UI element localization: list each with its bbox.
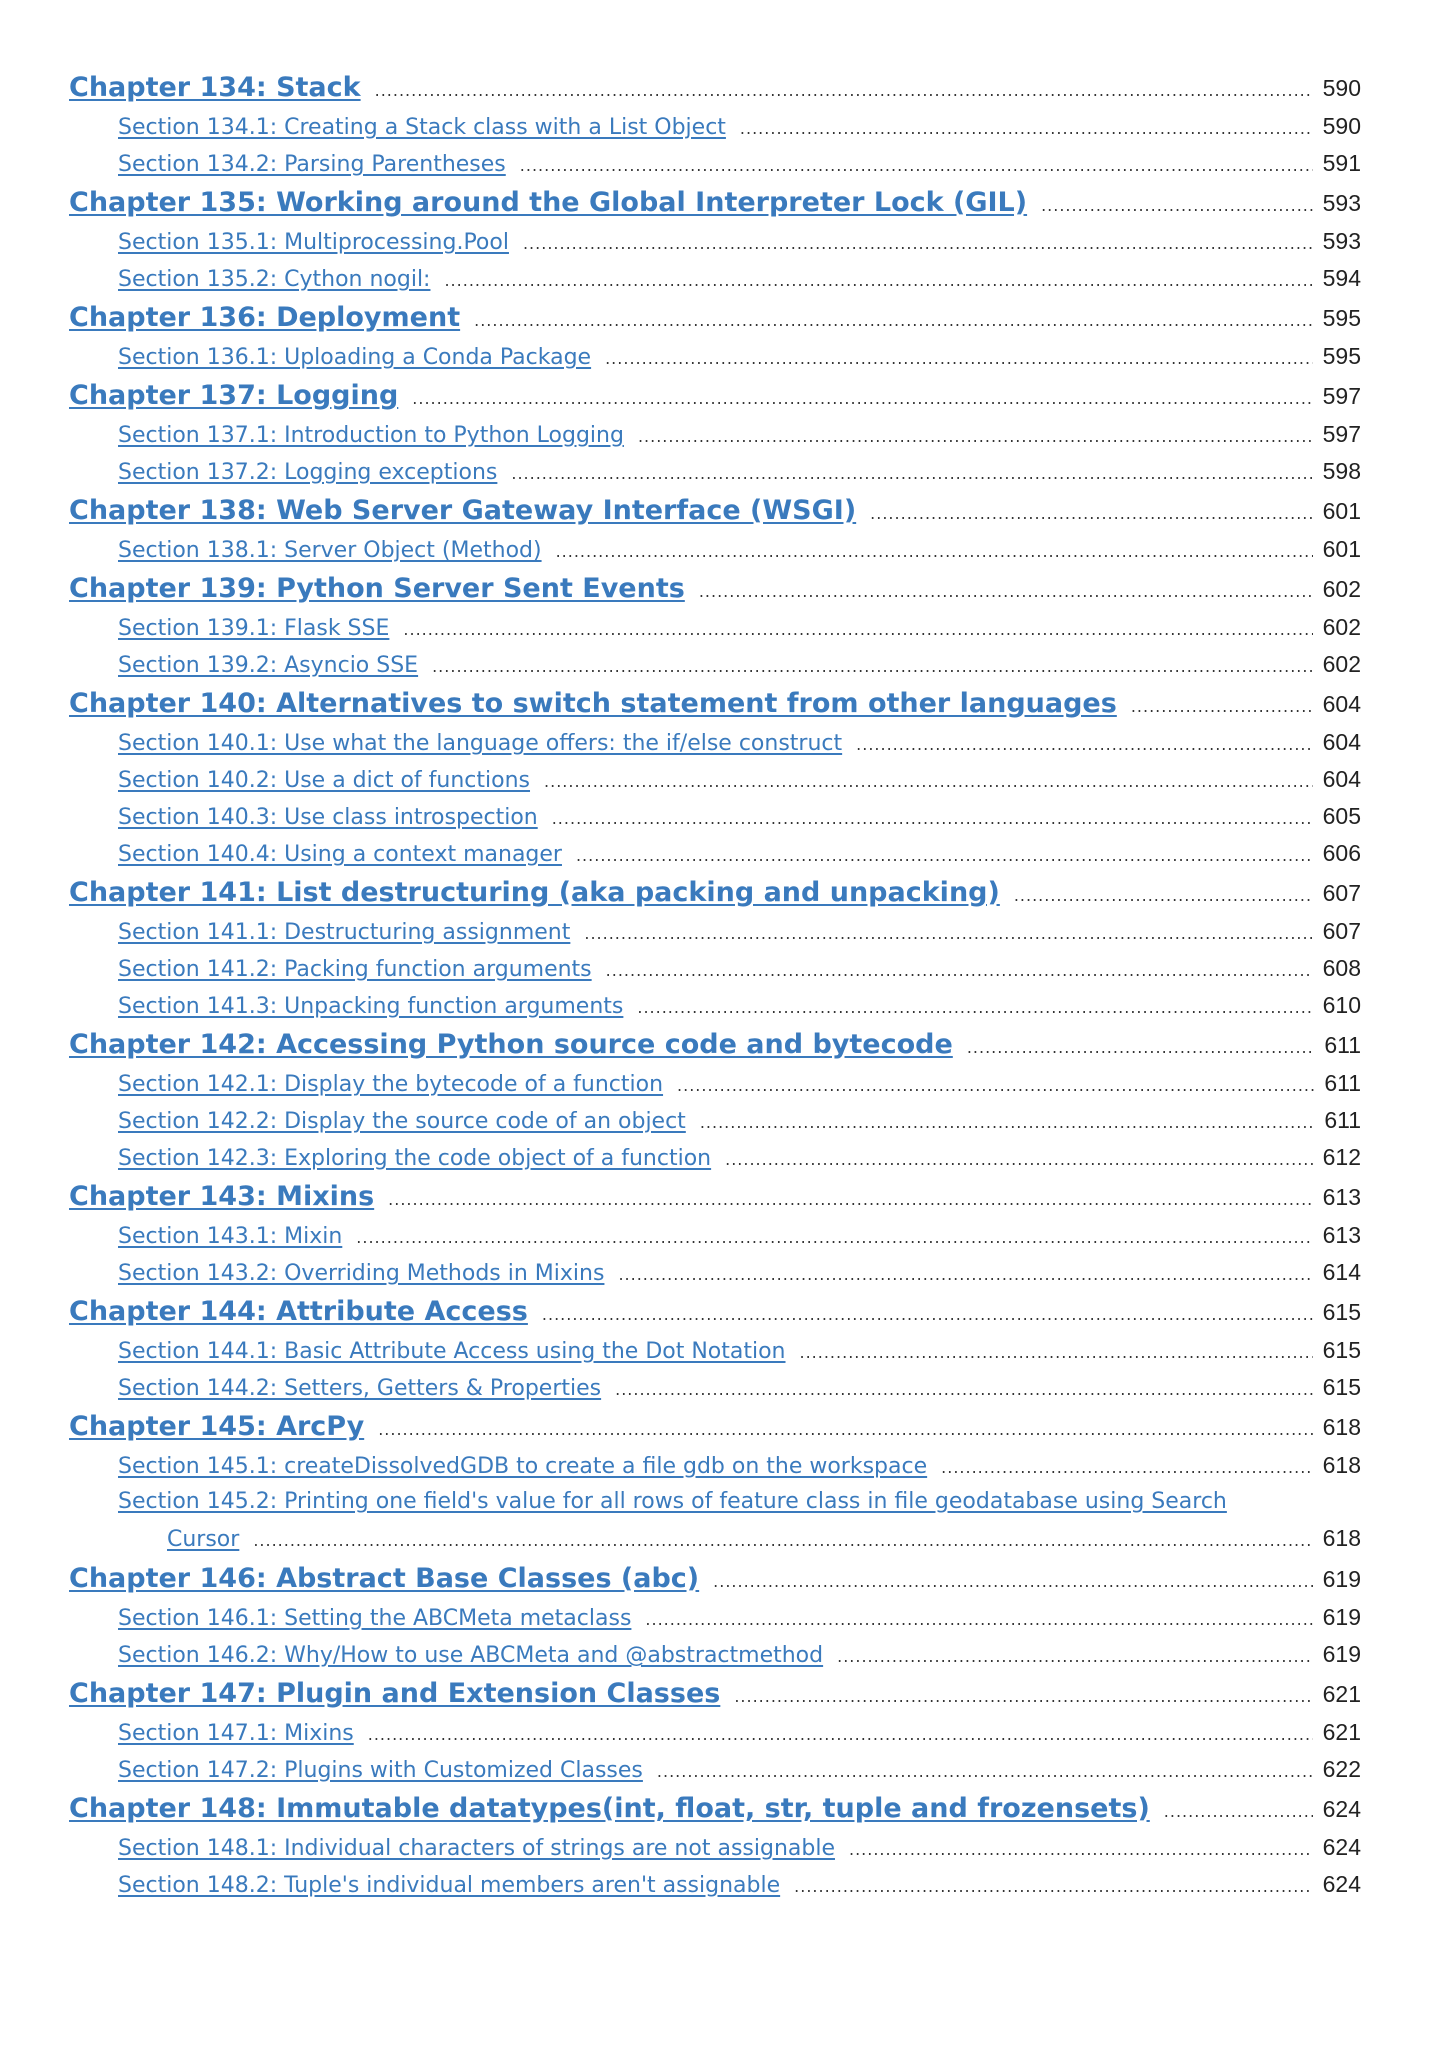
dot-leader <box>713 1572 1312 1591</box>
dot-leader <box>378 1420 1312 1439</box>
page-number: 622 <box>1322 1756 1361 1782</box>
dot-leader <box>444 271 1312 290</box>
page-number: 590 <box>1322 75 1361 101</box>
dot-leader <box>1014 886 1313 905</box>
page-number: 618 <box>1322 1452 1361 1478</box>
chapter-link[interactable] <box>69 1563 1361 1604</box>
section-title: Section 146.2: Why/How to use ABCMeta and @abstractmethod <box>118 1643 824 1668</box>
page-number: 618 <box>1322 1414 1361 1440</box>
page-number: 624 <box>1322 1871 1361 1897</box>
page-number: 601 <box>1322 536 1361 562</box>
dot-leader <box>520 156 1313 175</box>
dot-leader <box>375 81 1313 100</box>
section-title: Section 138.1: Server Object (Method) <box>118 538 542 563</box>
chapter-link[interactable] <box>69 1181 1361 1222</box>
chapter-title: Chapter 146: Abstract Base Classes (abc) <box>69 1563 700 1594</box>
dot-leader <box>645 1610 1312 1629</box>
dot-leader <box>794 1877 1312 1896</box>
section-link[interactable] <box>69 1222 1361 1259</box>
chapter-title: Chapter 148: Immutable datatypes(int, float, str, tuple and frozensets) <box>69 1793 1150 1824</box>
dot-leader <box>511 464 1312 483</box>
section-title: Section 141.3: Unpacking function arguments <box>118 994 624 1019</box>
dot-leader <box>388 1190 1312 1209</box>
page-number: 618 <box>1322 1525 1361 1551</box>
page-number: 611 <box>1324 1070 1361 1096</box>
dot-leader <box>837 1647 1313 1666</box>
page-number: 619 <box>1322 1641 1361 1667</box>
dot-leader <box>474 311 1313 330</box>
dot-leader <box>605 349 1313 368</box>
page-number: 615 <box>1322 1337 1361 1363</box>
section-title: Section 140.1: Use what the language offers: the if/else construct <box>118 731 843 756</box>
section-title: Section 140.4: Using a context manager <box>118 842 562 867</box>
dot-leader <box>638 427 1313 446</box>
section-title: Section 141.2: Packing function arguments <box>118 957 592 982</box>
dot-leader <box>368 1725 1313 1744</box>
page-number: 590 <box>1322 113 1361 139</box>
chapter-link[interactable] <box>69 688 1361 729</box>
section-title: Section 144.2: Setters, Getters & Properties <box>118 1376 602 1401</box>
page-number: 615 <box>1322 1374 1361 1400</box>
section-link[interactable] <box>69 343 1361 380</box>
section-link[interactable] <box>69 1604 1361 1641</box>
dot-leader <box>941 1458 1312 1477</box>
page-number: 602 <box>1322 614 1361 640</box>
section-link[interactable] <box>69 1489 1361 1563</box>
page-number: 593 <box>1322 190 1361 216</box>
chapter-link[interactable] <box>69 380 1361 421</box>
section-title: Section 135.1: Multiprocessing.Pool <box>118 230 509 255</box>
section-title: Section 142.3: Exploring the code object of a function <box>118 1146 712 1171</box>
page-number: 605 <box>1322 803 1361 829</box>
page-number: 614 <box>1322 1259 1361 1285</box>
section-link[interactable] <box>69 1834 1361 1871</box>
page-number: 610 <box>1322 992 1361 1018</box>
chapter-link[interactable] <box>69 1296 1361 1337</box>
section-title: Section 143.2: Overriding Methods in Mixins <box>118 1261 605 1286</box>
section-link[interactable] <box>69 150 1361 187</box>
page-number: 602 <box>1322 576 1361 602</box>
page-number: 604 <box>1322 766 1361 792</box>
dot-leader <box>856 735 1312 754</box>
section-title: Section 141.1: Destructuring assignment <box>118 920 571 945</box>
page-number: 608 <box>1322 955 1361 981</box>
section-link[interactable] <box>69 918 1361 955</box>
dot-leader <box>1164 1802 1313 1821</box>
page-number: 598 <box>1322 458 1361 484</box>
section-link[interactable] <box>69 1070 1361 1107</box>
chapter-title: Chapter 139: Python Server Sent Events <box>69 573 685 604</box>
page-number: 602 <box>1322 651 1361 677</box>
dot-leader <box>657 1762 1313 1781</box>
dot-leader <box>800 1343 1313 1362</box>
section-link[interactable] <box>69 1374 1361 1411</box>
chapter-title: Chapter 145: ArcPy <box>69 1411 365 1442</box>
section-link[interactable] <box>69 1337 1361 1374</box>
chapter-link[interactable] <box>69 1029 1361 1070</box>
dot-leader <box>552 809 1313 828</box>
page-number: 591 <box>1322 150 1361 176</box>
page-number: 593 <box>1322 228 1361 254</box>
section-title: Section 134.2: Parsing Parentheses <box>118 152 506 177</box>
chapter-link[interactable] <box>69 72 1361 113</box>
dot-leader <box>576 846 1313 865</box>
dot-leader <box>734 1687 1312 1706</box>
section-title: Section 134.1: Creating a Stack class with a List Object <box>118 115 726 140</box>
section-title: Section 147.2: Plugins with Customized Classes <box>118 1758 643 1783</box>
page-number: 621 <box>1322 1681 1361 1707</box>
section-title: Section 147.1: Mixins <box>118 1721 354 1746</box>
section-title: Section 148.2: Tuple's individual members aren't assignable <box>118 1873 781 1898</box>
section-title: Section 145.2: Printing one field's value for all rows of feature class in file geodatabase using Search <box>118 1489 1227 1514</box>
dot-leader <box>523 234 1313 253</box>
section-link[interactable] <box>69 840 1361 877</box>
dot-leader <box>253 1531 1312 1550</box>
section-title: Section 137.1: Introduction to Python Logging <box>118 423 624 448</box>
dot-leader <box>432 657 1313 676</box>
page-number: 621 <box>1322 1719 1361 1745</box>
section-title: Section 142.1: Display the bytecode of a function <box>118 1072 664 1097</box>
section-title-continuation-line <box>118 1525 1361 1563</box>
chapter-title: Chapter 144: Attribute Access <box>69 1296 528 1327</box>
chapter-link[interactable] <box>69 877 1361 918</box>
dot-leader <box>618 1265 1312 1284</box>
section-link[interactable] <box>69 1756 1361 1793</box>
page-number: 611 <box>1324 1032 1361 1058</box>
chapter-link[interactable] <box>69 1678 1361 1719</box>
dot-leader <box>637 998 1312 1017</box>
page-number: 594 <box>1322 265 1361 291</box>
section-title: Section 142.2: Display the source code of an object <box>118 1109 686 1134</box>
dot-leader <box>584 924 1312 943</box>
section-title: Section 145.1: createDissolvedGDB to create a file gdb on the workspace <box>118 1454 928 1479</box>
page-number: 624 <box>1322 1834 1361 1860</box>
chapter-link[interactable] <box>69 1793 1361 1834</box>
dot-leader <box>615 1380 1313 1399</box>
dot-leader <box>740 119 1313 138</box>
section-link[interactable] <box>69 803 1361 840</box>
page-number: 595 <box>1322 343 1361 369</box>
chapter-link[interactable] <box>69 302 1361 343</box>
section-link[interactable] <box>69 955 1361 992</box>
section-link[interactable] <box>69 1259 1361 1296</box>
section-title: Section 139.1: Flask SSE <box>118 616 390 641</box>
chapter-title: Chapter 141: List destructuring (aka packing and unpacking) <box>69 877 1000 908</box>
section-link[interactable] <box>69 1107 1361 1144</box>
dot-leader <box>677 1076 1314 1095</box>
page-number: 607 <box>1322 880 1361 906</box>
page-number: 607 <box>1322 918 1361 944</box>
chapter-title: Chapter 147: Plugin and Extension Classes <box>69 1678 721 1709</box>
chapter-title: Chapter 136: Deployment <box>69 302 461 333</box>
section-title: Section 143.1: Mixin <box>118 1224 343 1249</box>
page-number: 619 <box>1322 1604 1361 1630</box>
page-number: 604 <box>1322 729 1361 755</box>
page-number: 595 <box>1322 305 1361 331</box>
section-title: Section 148.1: Individual characters of strings are not assignable <box>118 1836 835 1861</box>
page-number: 615 <box>1322 1299 1361 1325</box>
section-link[interactable] <box>69 992 1361 1029</box>
chapter-link[interactable] <box>69 573 1361 614</box>
section-title-continuation: Cursor <box>167 1527 240 1552</box>
chapter-title: Chapter 135: Working around the Global Interpreter Lock (GIL) <box>69 187 1028 218</box>
page-number: 624 <box>1322 1796 1361 1822</box>
section-title: Section 146.1: Setting the ABCMeta metaclass <box>118 1606 632 1631</box>
chapter-title: Chapter 137: Logging <box>69 380 399 411</box>
dot-leader <box>356 1228 1312 1247</box>
section-link[interactable] <box>69 766 1361 803</box>
section-link[interactable] <box>69 729 1361 766</box>
dot-leader <box>1131 697 1313 716</box>
section-link[interactable] <box>69 421 1361 458</box>
chapter-title: Chapter 140: Alternatives to switch statement from other languages <box>69 688 1117 719</box>
dot-leader <box>725 1150 1313 1169</box>
chapter-title: Chapter 138: Web Server Gateway Interface (WSGI) <box>69 495 857 526</box>
section-link[interactable] <box>69 458 1361 495</box>
section-link[interactable] <box>69 1871 1361 1908</box>
chapter-link[interactable] <box>69 495 1361 536</box>
page-number: 597 <box>1322 421 1361 447</box>
section-link[interactable] <box>69 265 1361 302</box>
table-of-contents <box>69 72 1361 1908</box>
section-link[interactable] <box>69 113 1361 150</box>
dot-leader <box>700 1113 1315 1132</box>
dot-leader <box>556 542 1313 561</box>
section-title: Section 140.3: Use class introspection <box>118 805 538 830</box>
section-link[interactable] <box>69 1452 1361 1489</box>
dot-leader <box>542 1305 1313 1324</box>
dot-leader <box>403 620 1312 639</box>
section-link[interactable] <box>69 651 1361 688</box>
section-link[interactable] <box>69 536 1361 573</box>
page-number: 613 <box>1322 1222 1361 1248</box>
chapter-title: Chapter 134: Stack <box>69 72 361 103</box>
dot-leader <box>967 1038 1315 1057</box>
dot-leader <box>1041 196 1313 215</box>
page-number: 612 <box>1322 1144 1361 1170</box>
section-title: Section 139.2: Asyncio SSE <box>118 653 419 678</box>
page-number: 619 <box>1322 1566 1361 1592</box>
dot-leader <box>412 389 1312 408</box>
section-title: Section 135.2: Cython nogil: <box>118 267 431 292</box>
section-title: Section 136.1: Uploading a Conda Package <box>118 345 592 370</box>
chapter-link[interactable] <box>69 1411 1361 1452</box>
section-title: Section 144.1: Basic Attribute Access using the Dot Notation <box>118 1339 786 1364</box>
section-link[interactable] <box>69 614 1361 651</box>
section-title: Section 137.2: Logging exceptions <box>118 460 498 485</box>
section-link[interactable] <box>69 1144 1361 1181</box>
page-number: 606 <box>1322 840 1361 866</box>
dot-leader <box>849 1840 1313 1859</box>
page-number: 601 <box>1322 498 1361 524</box>
chapter-title: Chapter 143: Mixins <box>69 1181 375 1212</box>
page-number: 604 <box>1322 691 1361 717</box>
section-link[interactable] <box>69 1719 1361 1756</box>
chapter-link[interactable] <box>69 187 1361 228</box>
page-number: 611 <box>1324 1107 1361 1133</box>
dot-leader <box>870 504 1312 523</box>
chapter-title: Chapter 142: Accessing Python source code and bytecode <box>69 1029 953 1060</box>
dot-leader <box>699 582 1313 601</box>
section-title: Section 140.2: Use a dict of functions <box>118 768 531 793</box>
page-number: 613 <box>1322 1184 1361 1210</box>
section-link[interactable] <box>69 228 1361 265</box>
page-number: 597 <box>1322 383 1361 409</box>
section-link[interactable] <box>69 1641 1361 1678</box>
dot-leader <box>606 961 1313 980</box>
dot-leader <box>544 772 1313 791</box>
